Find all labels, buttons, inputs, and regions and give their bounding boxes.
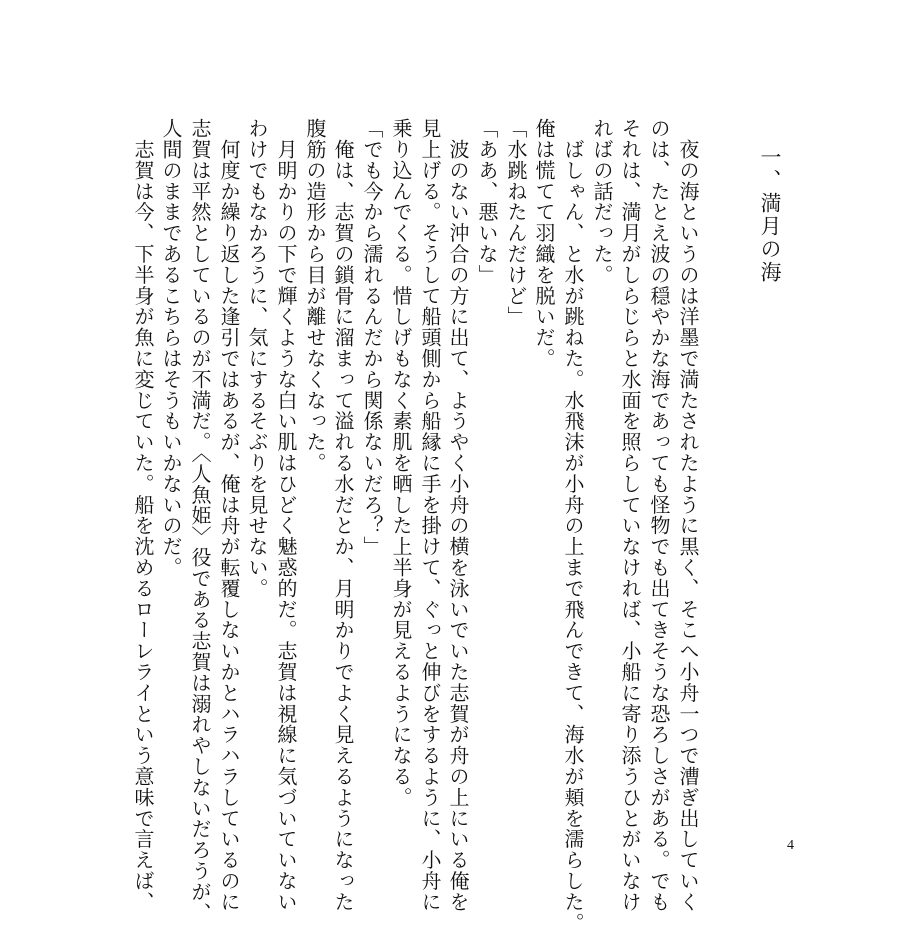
text-column: ばしゃん、と水が跳ねた。水飛沫が小舟の上まで飛んできて、海水が頬を濡らした。 [561,118,585,933]
text-column: 人間のままであるこちらはそうもいかないのだ。 [159,118,183,578]
text-column: 志賀は平然としているのが不満だ。〈人魚姫〉役である志賀は溺れやしないだろうが、 [188,118,212,924]
text-column: ればの話だった。 [590,118,614,286]
text-column: それは、満月がしらじらと水面を照らしていなければ、小船に寄り添うひとがいなけ [618,118,642,913]
text-column: 波のない沖合の方に出て、ようやく小舟の横を泳いでいた志賀が舟の上にいる俺を [446,118,470,913]
text-column: 乗り込んでくる。惜しげもなく素肌を晒した上半身が見えるようになる。 [389,118,413,808]
text-column: 夜の海というのは洋墨で満たされたように黒く、そこへ小舟一つで漕ぎ出していく [676,118,700,913]
text-column: 「ああ、悪いな」 [475,118,499,286]
text-column: 見上げる。そうして船頭側から船縁に手を掛けて、ぐっと伸びをするように、小舟に [418,118,442,913]
text-column: 「水跳ねたんだけど」 [504,118,528,327]
text-column: 何度か繰り返した逢引ではあるが、俺は舟が転覆しないかとハラハラしているのに [217,118,241,913]
text-column: 月明かりの下で輝くような白い肌はひどく魅惑的だ。志賀は視線に気づいていない [274,118,298,913]
page-number: 4 [787,838,794,853]
text-column: 俺は、志賀の鎖骨に溜まって溢れる水だとか、月明かりでよく見えるようになった [331,118,355,913]
chapter-title: 一、満月の海 [758,146,782,284]
text-column: 志賀は今、下半身が魚に変じていた。船を沈めるローレライという意味で言えば、 [131,118,155,913]
text-column: 腹筋の造形から目が離せなくなった。 [303,118,327,474]
text-column: 「でも今から濡れるんだから関係ないだろ？」 [360,118,384,557]
text-column: 俺は慌てて羽織を脱いだ。 [532,118,556,369]
text-column: わけでもなかろうに、気にするそぶりを見せない。 [245,118,269,599]
text-column: のは、たとえ波の穏やかな海であっても怪物でも出てきそうな恐ろしさがある。でも [647,118,671,913]
